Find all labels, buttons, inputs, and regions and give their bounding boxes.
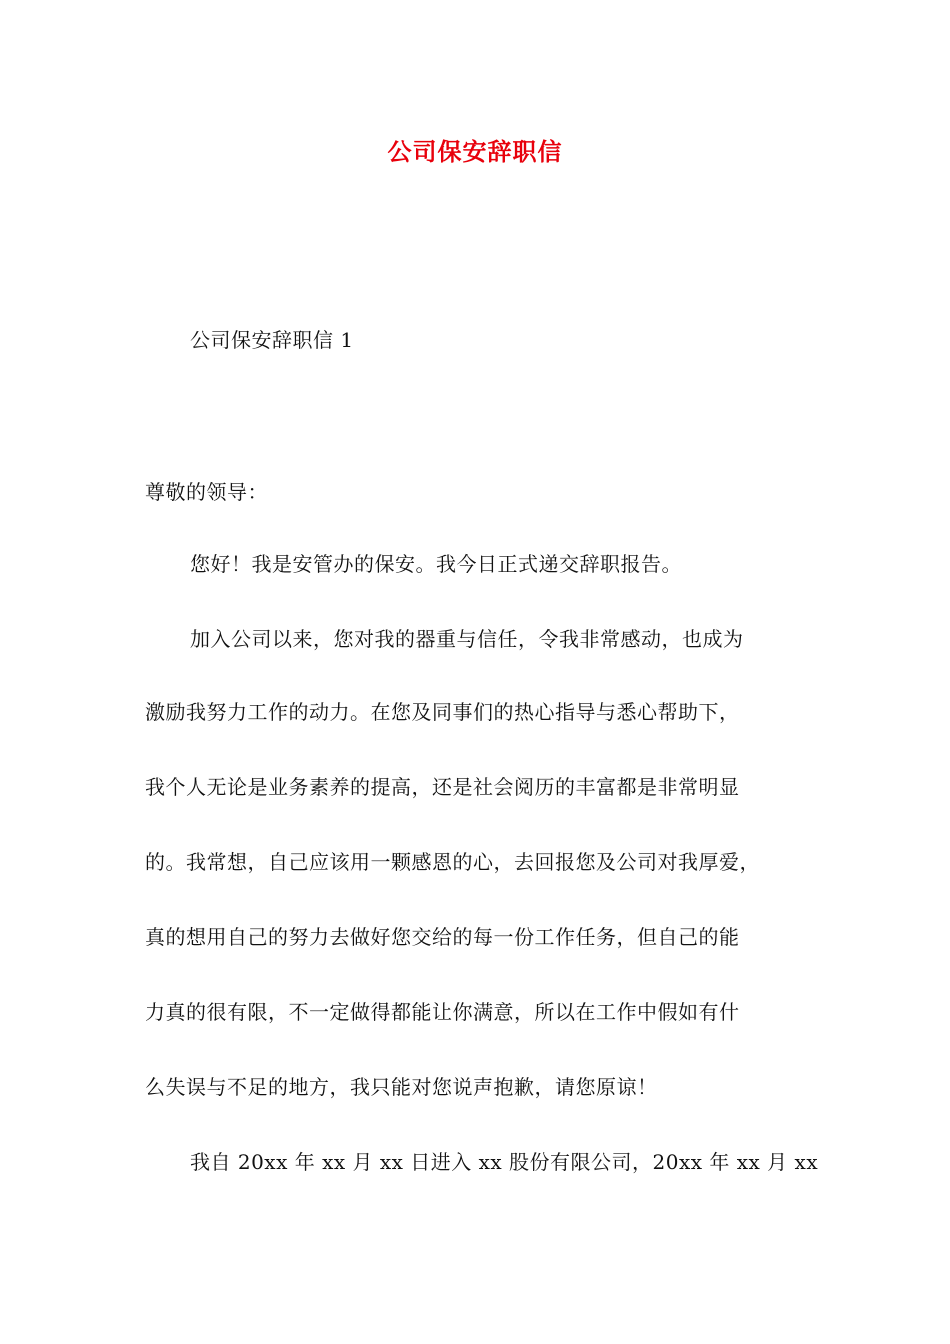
body-line-1: 您好！我是安管办的保安。我今日正式递交辞职报告。 — [190, 552, 682, 576]
body-line-8: 么失误与不足的地方，我只能对您说声抱歉，请您原谅！ — [145, 1075, 658, 1099]
body-line-6: 真的想用自己的努力去做好您交给的每一份工作任务，但自己的能 — [145, 925, 740, 949]
salutation: 尊敬的领导： — [145, 480, 268, 504]
body-line-9: 我自 20xx 年 xx 月 xx 日进入 xx 股份有限公司，20xx 年 xx 月 xx — [190, 1150, 819, 1174]
body-line-4: 我个人无论是业务素养的提高，还是社会阅历的丰富都是非常明显 — [145, 775, 740, 799]
body-line-5: 的。我常想，自己应该用一颗感恩的心，去回报您及公司对我厚爱， — [145, 850, 760, 874]
body-line-3: 激励我努力工作的动力。在您及同事们的热心指导与悉心帮助下， — [145, 700, 740, 724]
body-line-7: 力真的很有限，不一定做得都能让你满意，所以在工作中假如有什 — [145, 1000, 740, 1024]
section-heading: 公司保安辞职信 1 — [190, 328, 354, 352]
body-line-2: 加入公司以来，您对我的器重与信任，令我非常感动，也成为 — [190, 627, 744, 651]
document-title: 公司保安辞职信 — [387, 138, 563, 166]
